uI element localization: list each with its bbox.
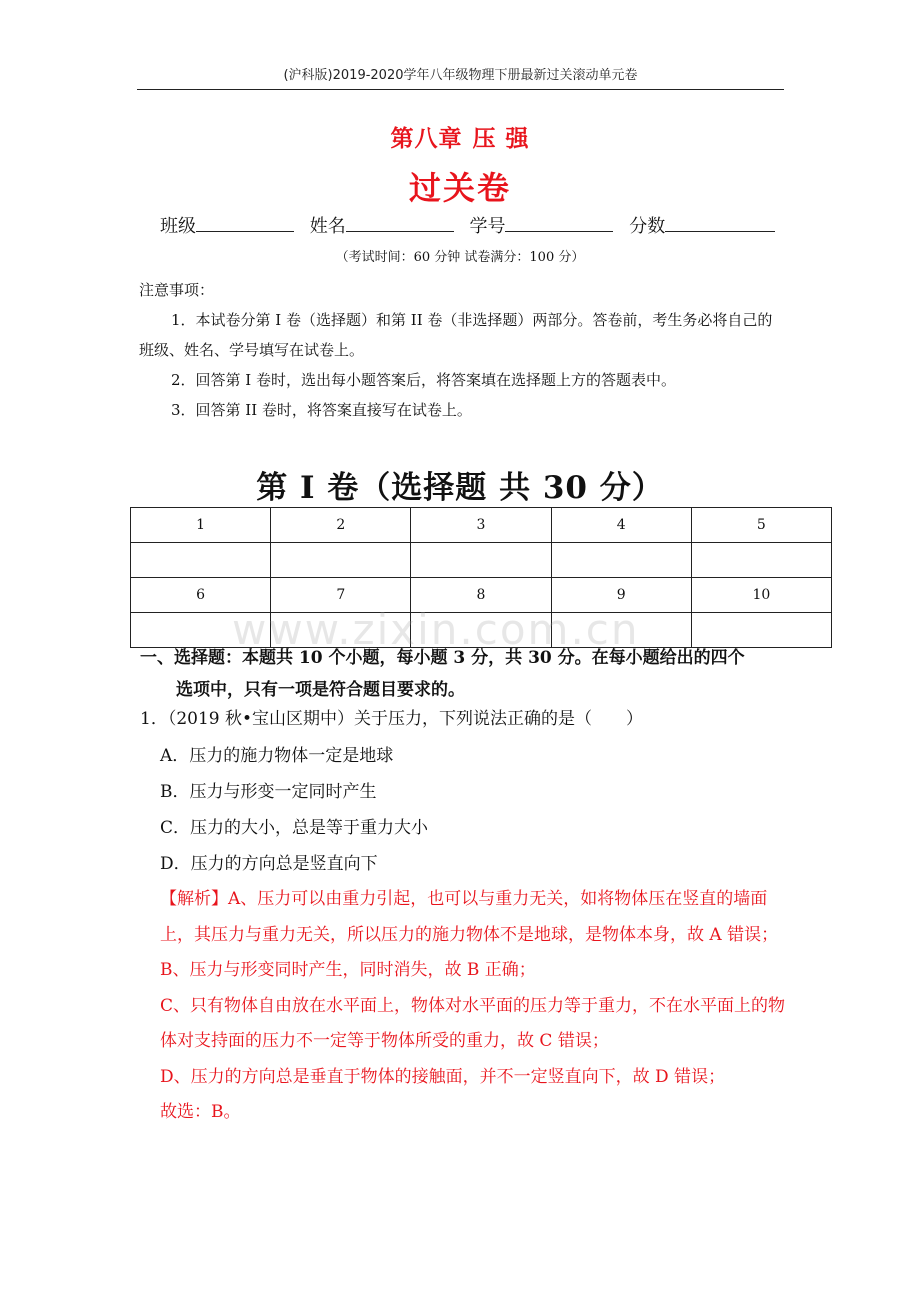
- answer-cell[interactable]: [411, 543, 551, 578]
- score-field[interactable]: [665, 213, 775, 232]
- analysis-paragraph: 故选：B。: [160, 1102, 241, 1122]
- student-info-row: [160, 212, 785, 238]
- page-header: (沪科版)2019-2020学年八年级物理下册最新过关滚动单元卷: [137, 64, 784, 90]
- option-b: B．压力与形变一定同时产生: [160, 782, 377, 802]
- notes-heading: 注意事项：: [139, 281, 215, 299]
- question-number-cell: 5: [691, 508, 831, 543]
- answer-cell[interactable]: [551, 543, 691, 578]
- answer-cell[interactable]: [131, 543, 271, 578]
- chapter-number: 第八章: [390, 126, 463, 152]
- analysis-paragraph: C、只有物体自由放在水平面上，物体对水平面的压力等于重力，不在水平面上的物体对支持面的压力不一定等于物体所受的重力，故 C 错误；: [160, 995, 786, 1051]
- question-number-cell: 9: [551, 578, 691, 613]
- name-label: 姓名: [309, 216, 346, 237]
- note-item: 3．回答第 II 卷时，将答案直接写在试卷上。: [171, 401, 472, 419]
- question-number-cell: 6: [131, 578, 271, 613]
- question-number-cell: 8: [411, 578, 551, 613]
- class-label: 班级: [160, 216, 196, 237]
- chapter-name: 压 强: [472, 126, 530, 152]
- question-number-cell: 1: [131, 508, 271, 543]
- question-options: [160, 740, 428, 884]
- question-number-cell: 7: [271, 578, 411, 613]
- answer-cell[interactable]: [271, 543, 411, 578]
- option-c: C．压力的大小，总是等于重力大小: [160, 818, 429, 838]
- note-item: 1．本试卷分第 I 卷（选择题）和第 II 卷（非选择题）两部分。答卷前，考生务必将自己的班级、姓名、学号填写在试卷上。: [139, 311, 773, 359]
- name-field[interactable]: [346, 213, 454, 232]
- analysis-paragraph: B、压力与形变同时产生，同时消失，故 B 正确；: [160, 960, 536, 980]
- class-field[interactable]: [196, 213, 294, 232]
- analysis-paragraph: 【解析】A、压力可以由重力引起，也可以与重力无关，如将物体压在竖直的墙面上，其压力与重力无关，所以压力的施力物体不是地球，是物体本身，故 A 错误；: [160, 889, 779, 945]
- exam-title: 过关卷: [408, 169, 511, 207]
- chapter-title: [0, 120, 920, 153]
- exam-time: （考试时间：60 分钟 试卷满分：100 分）: [335, 250, 585, 265]
- id-label: 学号: [469, 216, 506, 237]
- answer-table: [130, 507, 832, 648]
- student-id-field[interactable]: [505, 213, 613, 232]
- answer-table-header-row: [131, 508, 832, 543]
- note-item: 2．回答第 I 卷时，选出每小题答案后，将答案填在选择题上方的答题表中。: [171, 371, 677, 389]
- analysis-paragraph: D、压力的方向总是垂直于物体的接触面，并不一定竖直向下，故 D 错误；: [160, 1066, 726, 1087]
- part1-line: 选项中，只有一项是符合题目要求的。: [176, 680, 465, 700]
- question-stem: 1．（2019 秋•宝山区期中）关于压力，下列说法正确的是（ ）: [140, 709, 644, 729]
- part1-instructions: [140, 642, 790, 706]
- question-number-cell: 10: [691, 578, 831, 613]
- question-number-cell: 3: [411, 508, 551, 543]
- part1-line: 一、选择题：本题共 10 个小题，每小题 3 分，共 30 分。在每小题给出的四个: [140, 648, 745, 668]
- answer-table-header-row: [131, 578, 832, 613]
- answer-row: [131, 543, 832, 578]
- answer-cell[interactable]: [691, 543, 831, 578]
- option-d: D．压力的方向总是竖直向下: [160, 854, 378, 874]
- score-label: 分数: [629, 216, 666, 237]
- option-a: A．压力的施力物体一定是地球: [160, 746, 394, 766]
- notes-section: [139, 275, 784, 425]
- question-number-cell: 2: [271, 508, 411, 543]
- watermark: www.zixin.com.cn: [232, 605, 640, 654]
- question-number-cell: 4: [551, 508, 691, 543]
- analysis-section: [160, 882, 786, 1131]
- section-title: 第 I 卷（选择题 共 30 分）: [256, 470, 664, 506]
